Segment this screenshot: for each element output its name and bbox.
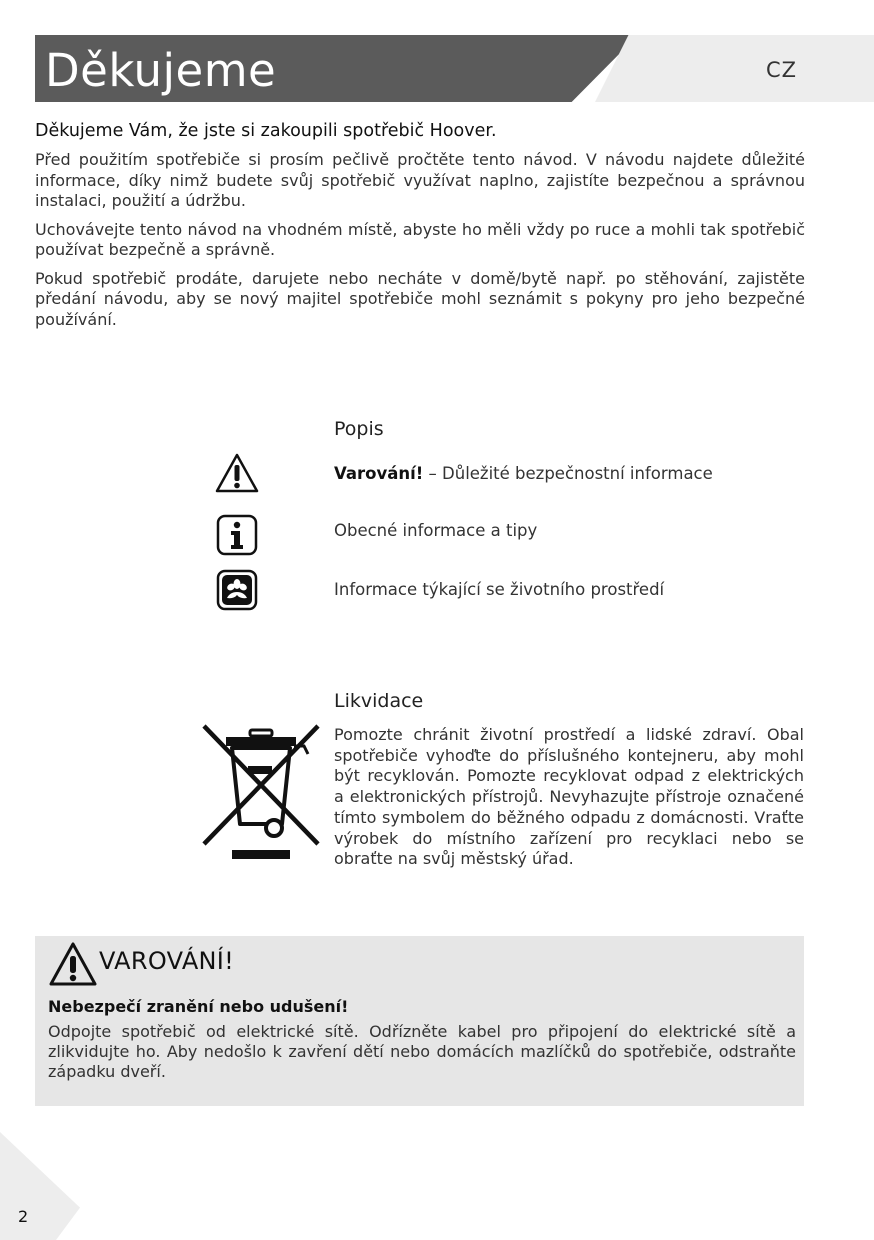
info-icon: [216, 514, 258, 556]
intro-paragraph: Uchovávejte tento návod na vhodném místě, abyste ho měli vždy po ruce a mohli tak spotřebič používat bezpečně a správně.: [35, 219, 805, 259]
page-title: Děkujeme: [45, 44, 277, 97]
warning-title: VAROVÁNÍ!: [99, 947, 235, 975]
warning-triangle-icon: [214, 452, 260, 494]
legend-info-text: Obecné informace a tipy: [334, 521, 538, 540]
language-tab: [595, 35, 874, 102]
legend-warning: [334, 464, 713, 483]
likvidace-text: Pomozte chránit životní prostředí a lidské zdraví. Obal spotřebiče vyhoďte do příslušného kontejneru, aby mohl být recyklován. Pomozte recyklovat odpad z elektrických a elektronických přístrojů. Nevyhazujte přístroje označené tímto symbolem do běžného odpadu z domácnosti. Vraťte výrobek do místního zařízení pro recyklaci nebo se obraťte na svůj městský úřad.: [334, 725, 804, 869]
crossed-out-wheelie-bin-icon: [196, 724, 326, 862]
warning-box: [35, 936, 804, 1106]
language-label: CZ: [766, 58, 798, 82]
warning-triangle-icon: [48, 941, 98, 987]
page-corner-decoration: [0, 1132, 80, 1240]
page-number: 2: [18, 1207, 29, 1226]
legend-warning-bold: Varování!: [334, 464, 424, 483]
environment-flower-icon: [216, 569, 258, 611]
likvidace-heading: Likvidace: [334, 690, 424, 712]
legend-environment: [334, 580, 664, 599]
intro-paragraph: Pokud spotřebič prodáte, darujete nebo necháte v domě/bytě např. po stěhování, zajistěte předání návodu, aby se nový majitel spotřebiče mohl seznámit s pokyny pro jeho bezpečné používání.: [35, 268, 805, 329]
warning-text: Odpojte spotřebič od elektrické sítě. Odřízněte kabel pro připojení do elektrické sítě a zlikvidujte ho. Aby nedošlo k zavření dětí nebo domácích mazlíčků do spotřebiče, odstraňte západku dveří.: [48, 1022, 796, 1081]
intro-section: [35, 121, 805, 338]
popis-heading: Popis: [334, 418, 384, 440]
intro-paragraph: Před použitím spotřebiče si prosím pečlivě pročtěte tento návod. V návodu najdete důležité informace, díky nimž budete svůj spotřebič využívat naplno, zajistíte bezpečnou a správnou instalaci, použití a údržbu.: [35, 150, 805, 210]
intro-heading: Děkujeme Vám, že jste si zakoupili spotřebič Hoover.: [35, 121, 497, 141]
legend-info: [334, 521, 537, 540]
legend-warning-text: – Důležité bezpečnostní informace: [423, 464, 713, 483]
warning-subtitle: Nebezpečí zranění nebo udušení!: [48, 997, 349, 1016]
legend-environment-text: Informace týkající se životního prostředí: [334, 580, 665, 599]
